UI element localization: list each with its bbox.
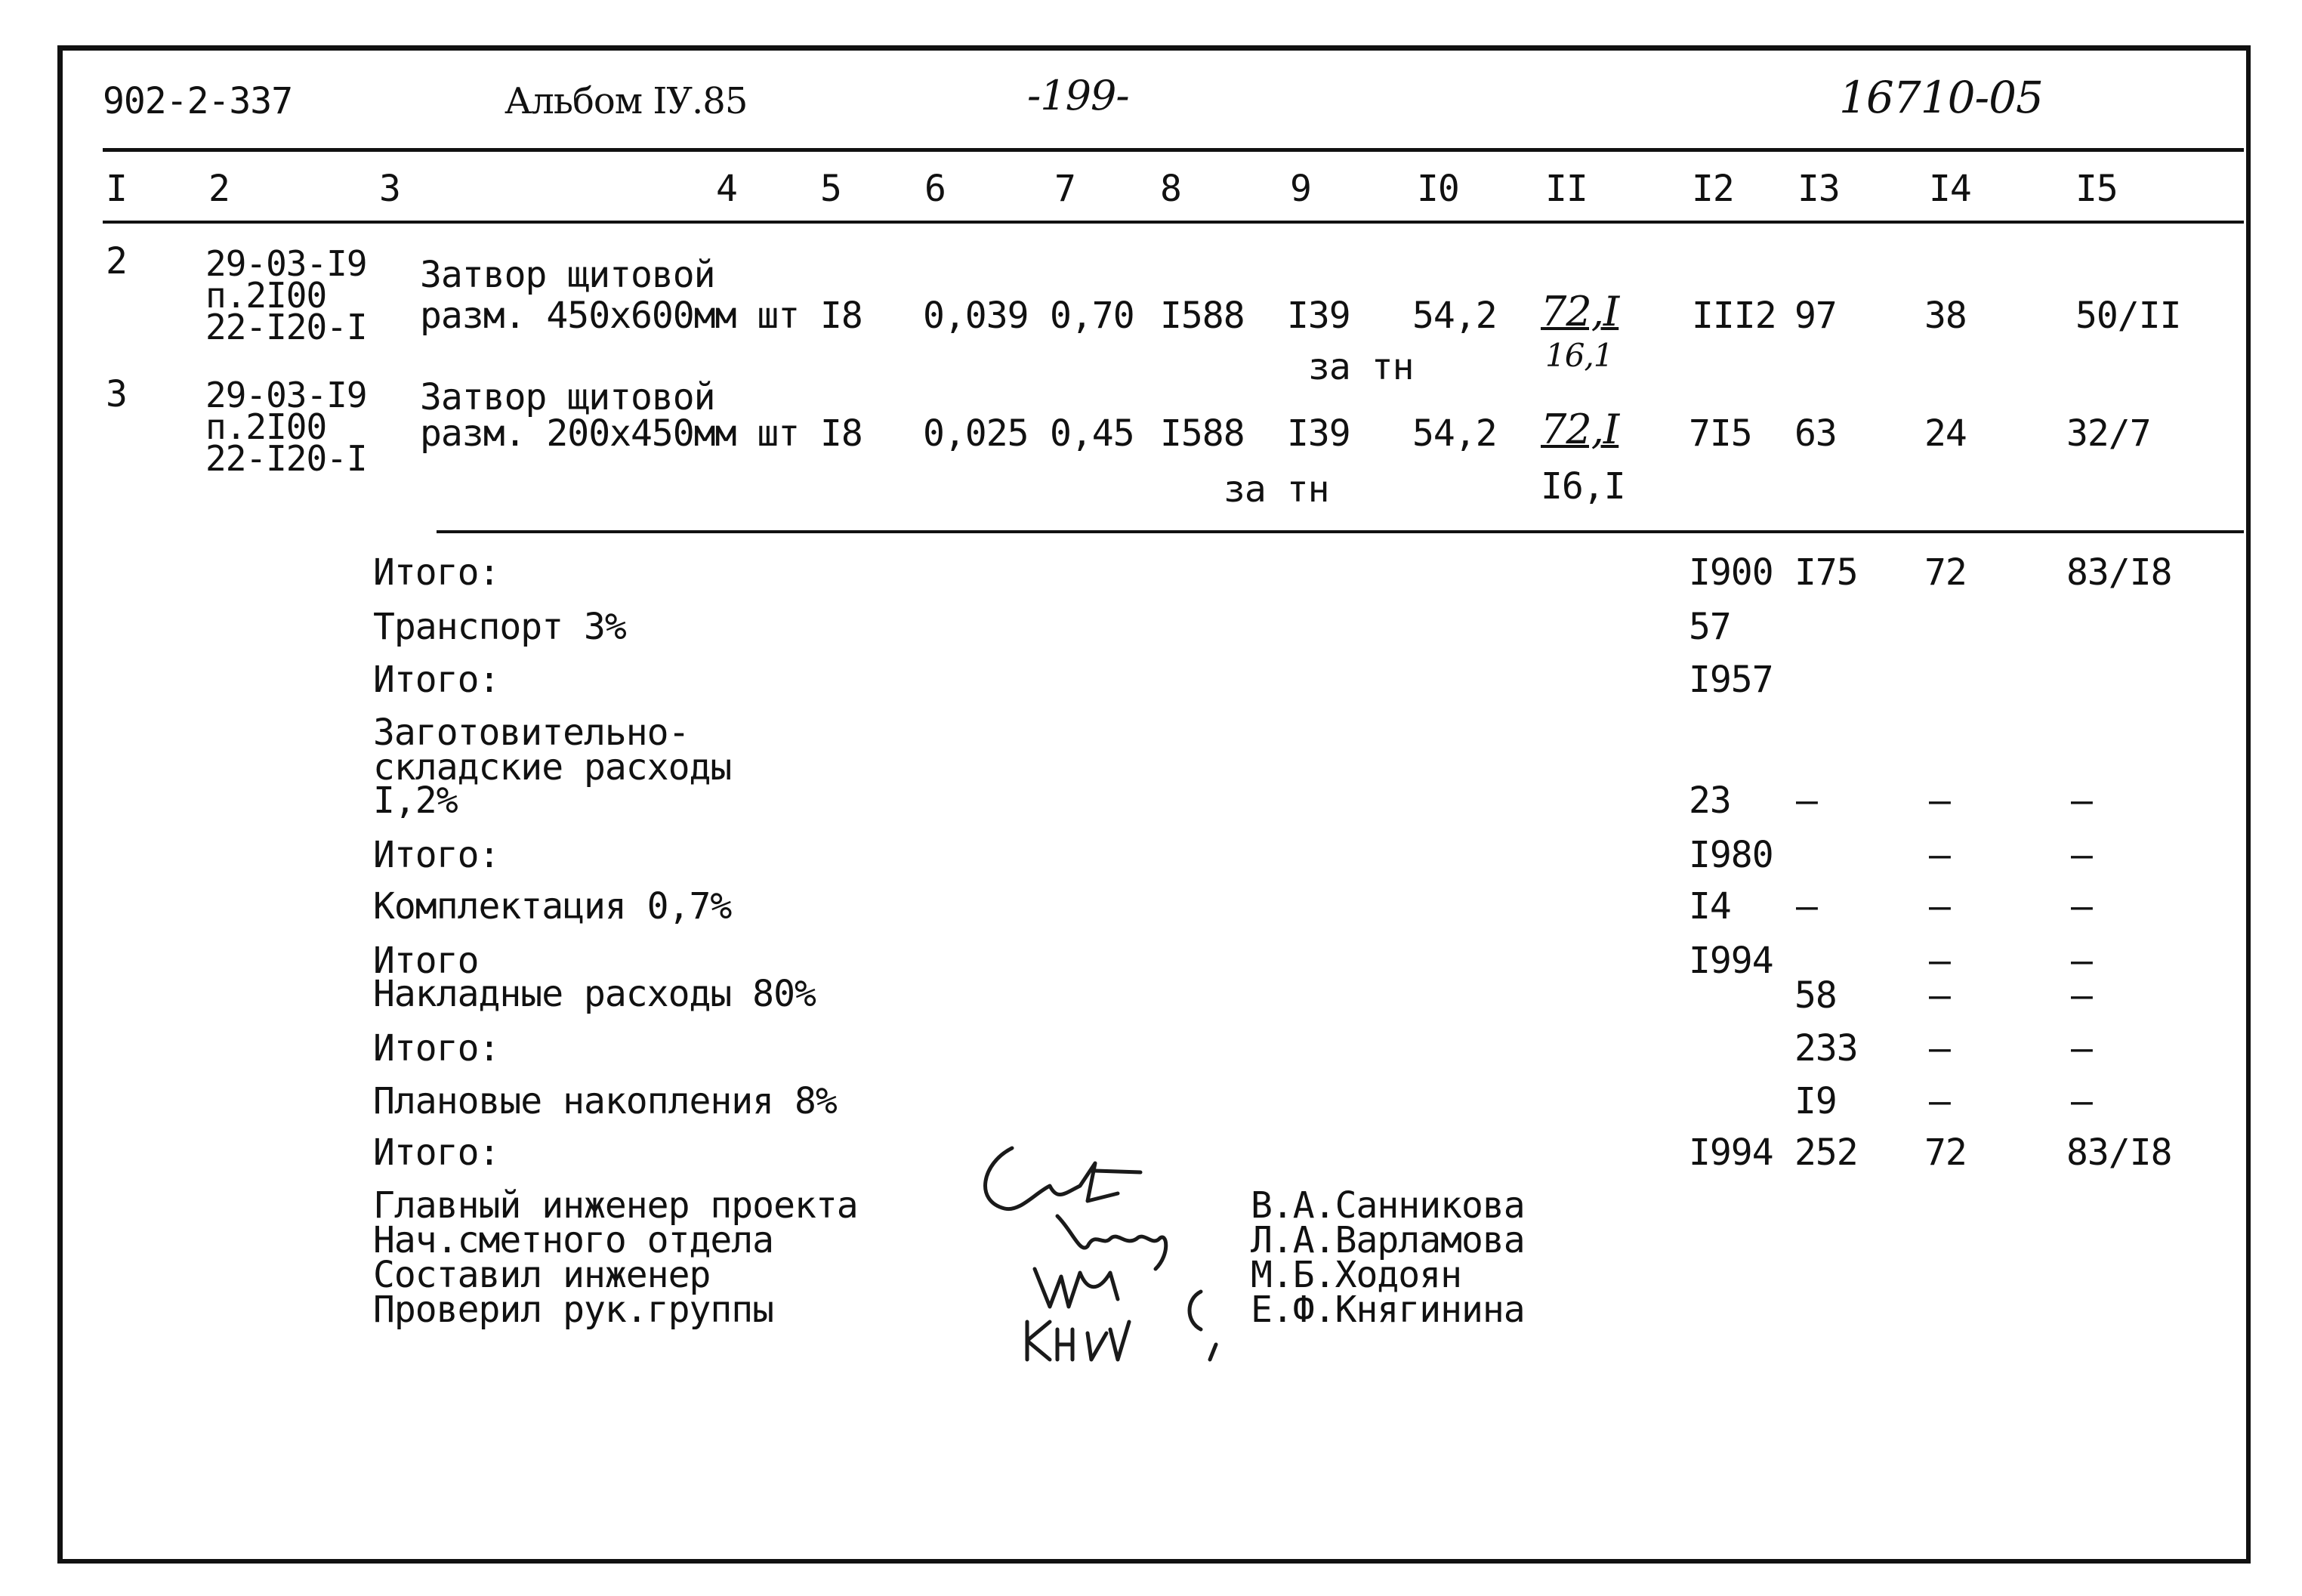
col-5: 5 xyxy=(820,168,841,210)
summary-label: Итого xyxy=(373,940,479,982)
column-header-rule xyxy=(103,221,2244,224)
summary-c12: I900 xyxy=(1689,551,1773,594)
summary-c12: 57 xyxy=(1689,606,1731,648)
summary-c13: – xyxy=(1796,779,1817,822)
summary-c15: – xyxy=(2071,1080,2092,1122)
album-label: Альбом IУ.85 xyxy=(505,80,748,122)
col-4: 4 xyxy=(716,168,737,210)
doc-code: 902-2-337 xyxy=(103,80,293,122)
page-number: -199- xyxy=(1027,72,1129,119)
price-code-line: п.2I00 xyxy=(205,275,327,316)
summary-label: Итого: xyxy=(373,659,500,701)
cell-c6: 0,039 xyxy=(923,295,1029,337)
item-size-unit: разм. 450х600мм шт xyxy=(420,295,800,337)
price-code-line: 22-I20-I xyxy=(205,307,367,347)
cell-c13: 63 xyxy=(1794,412,1837,455)
cell-c15: 50/II xyxy=(2075,295,2181,337)
cell-c5: I8 xyxy=(820,295,862,337)
col-15: I5 xyxy=(2075,168,2118,210)
item-size-unit: разм. 200х450мм шт xyxy=(420,412,800,455)
signer-role: Проверил рук.группы xyxy=(373,1289,774,1331)
cell-c11-bottom: I6,I xyxy=(1541,465,1625,508)
summary-c14: – xyxy=(1929,974,1950,1017)
summary-c13: – xyxy=(1796,885,1817,928)
summary-c13: I9 xyxy=(1794,1080,1837,1122)
col-6: 6 xyxy=(924,168,946,210)
summary-c15: 83/I8 xyxy=(2066,1131,2172,1174)
cell-c8: I588 xyxy=(1160,295,1245,337)
row-number: 2 xyxy=(106,240,127,282)
col-12: I2 xyxy=(1692,168,1734,210)
summary-c15: – xyxy=(2071,974,2092,1017)
summary-label: Плановые накопления 8% xyxy=(373,1080,837,1122)
price-code-line: п.2I00 xyxy=(205,406,327,447)
summary-c15: – xyxy=(2071,779,2092,822)
signer-role: Составил инженер xyxy=(373,1254,711,1296)
summary-c13: I75 xyxy=(1794,551,1858,594)
summary-label: Накладные расходы 80% xyxy=(373,973,816,1015)
summary-label: Итого: xyxy=(373,551,500,594)
summary-label: I,2% xyxy=(373,779,458,822)
price-code-line: 29-03-I9 xyxy=(205,375,367,415)
cell-c10: 54,2 xyxy=(1412,412,1497,455)
col-2: 2 xyxy=(208,168,230,210)
signer-name: М.Б.Ходоян xyxy=(1251,1254,1461,1296)
price-code-line: 29-03-I9 xyxy=(205,243,367,284)
summary-c14: 72 xyxy=(1924,1131,1967,1174)
summary-c13: 252 xyxy=(1794,1131,1858,1174)
summary-c12: I957 xyxy=(1689,659,1773,701)
summary-label: Итого: xyxy=(373,1027,500,1070)
summary-label: Заготовительно- xyxy=(373,712,690,754)
cell-c14: 24 xyxy=(1924,412,1967,455)
signer-name: В.А.Санникова xyxy=(1251,1184,1525,1227)
summary-c14: – xyxy=(1929,834,1950,876)
summary-c12: I980 xyxy=(1689,834,1773,876)
col-14: I4 xyxy=(1929,168,1971,210)
col-10: I0 xyxy=(1417,168,1459,210)
summary-c14: – xyxy=(1929,1027,1950,1070)
cell-c11-top: 72,I xyxy=(1541,406,1619,453)
cell-c9: I39 xyxy=(1287,412,1350,455)
summary-c13: 233 xyxy=(1794,1027,1858,1070)
summary-c14: – xyxy=(1929,940,1950,982)
summary-label: Транспорт 3% xyxy=(373,606,626,648)
summary-c13: 58 xyxy=(1794,974,1837,1017)
summary-c14: 72 xyxy=(1924,551,1967,594)
item-name: Затвор щитовой xyxy=(420,376,715,418)
summary-label: Итого: xyxy=(373,834,500,876)
signer-name: Л.А.Варламова xyxy=(1251,1219,1525,1261)
signer-role: Нач.сметного отдела xyxy=(373,1219,774,1261)
summary-c14: – xyxy=(1929,1080,1950,1122)
summary-c12: I4 xyxy=(1689,885,1731,928)
summary-c15: – xyxy=(2071,1027,2092,1070)
col-1: I xyxy=(106,168,127,210)
cell-c15: 32/7 xyxy=(2066,412,2151,455)
handwritten-signatures xyxy=(967,1118,1254,1375)
summary-c14: – xyxy=(1929,885,1950,928)
summary-c15: – xyxy=(2071,940,2092,982)
summary-c15: 83/I8 xyxy=(2066,551,2172,594)
cell-c10: 54,2 xyxy=(1412,295,1497,337)
summary-label: Комплектация 0,7% xyxy=(373,885,732,928)
col-8: 8 xyxy=(1160,168,1181,210)
cell-c5: I8 xyxy=(820,412,862,455)
price-code-line: 22-I20-I xyxy=(205,438,367,479)
cell-c7: 0,70 xyxy=(1050,295,1134,337)
table-body-rule xyxy=(437,530,2244,533)
cell-c11-bottom: 16,1 xyxy=(1545,337,1613,374)
col-9: 9 xyxy=(1290,168,1311,210)
cell-c12: 7I5 xyxy=(1689,412,1752,455)
unit-note: за тн xyxy=(1308,346,1414,388)
registry-number: 16710-05 xyxy=(1839,72,2043,123)
signer-name: Е.Ф.Княгинина xyxy=(1251,1289,1525,1331)
summary-c15: – xyxy=(2071,834,2092,876)
cell-c14: 38 xyxy=(1924,295,1967,337)
col-3: 3 xyxy=(379,168,400,210)
item-name: Затвор щитовой xyxy=(420,254,715,296)
summary-c15: – xyxy=(2071,885,2092,928)
summary-c12: 23 xyxy=(1689,779,1731,822)
header-rule xyxy=(103,148,2244,152)
summary-c12: I994 xyxy=(1689,940,1773,982)
col-7: 7 xyxy=(1054,168,1075,210)
row-number: 3 xyxy=(106,373,127,415)
col-13: I3 xyxy=(1797,168,1840,210)
col-11: II xyxy=(1545,168,1588,210)
summary-label: Итого: xyxy=(373,1131,500,1174)
cell-c12: III2 xyxy=(1692,295,1776,337)
summary-label: складские расходы xyxy=(373,746,732,789)
cell-c13: 97 xyxy=(1794,295,1837,337)
cell-c11-top: 72,I xyxy=(1541,288,1619,335)
unit-note: за тн xyxy=(1224,468,1329,511)
signer-role: Главный инженер проекта xyxy=(373,1184,858,1227)
cell-c9: I39 xyxy=(1287,295,1350,337)
summary-c12: I994 xyxy=(1689,1131,1773,1174)
cell-c7: 0,45 xyxy=(1050,412,1134,455)
cell-c8: I588 xyxy=(1160,412,1245,455)
summary-c14: – xyxy=(1929,779,1950,822)
cell-c6: 0,025 xyxy=(923,412,1029,455)
